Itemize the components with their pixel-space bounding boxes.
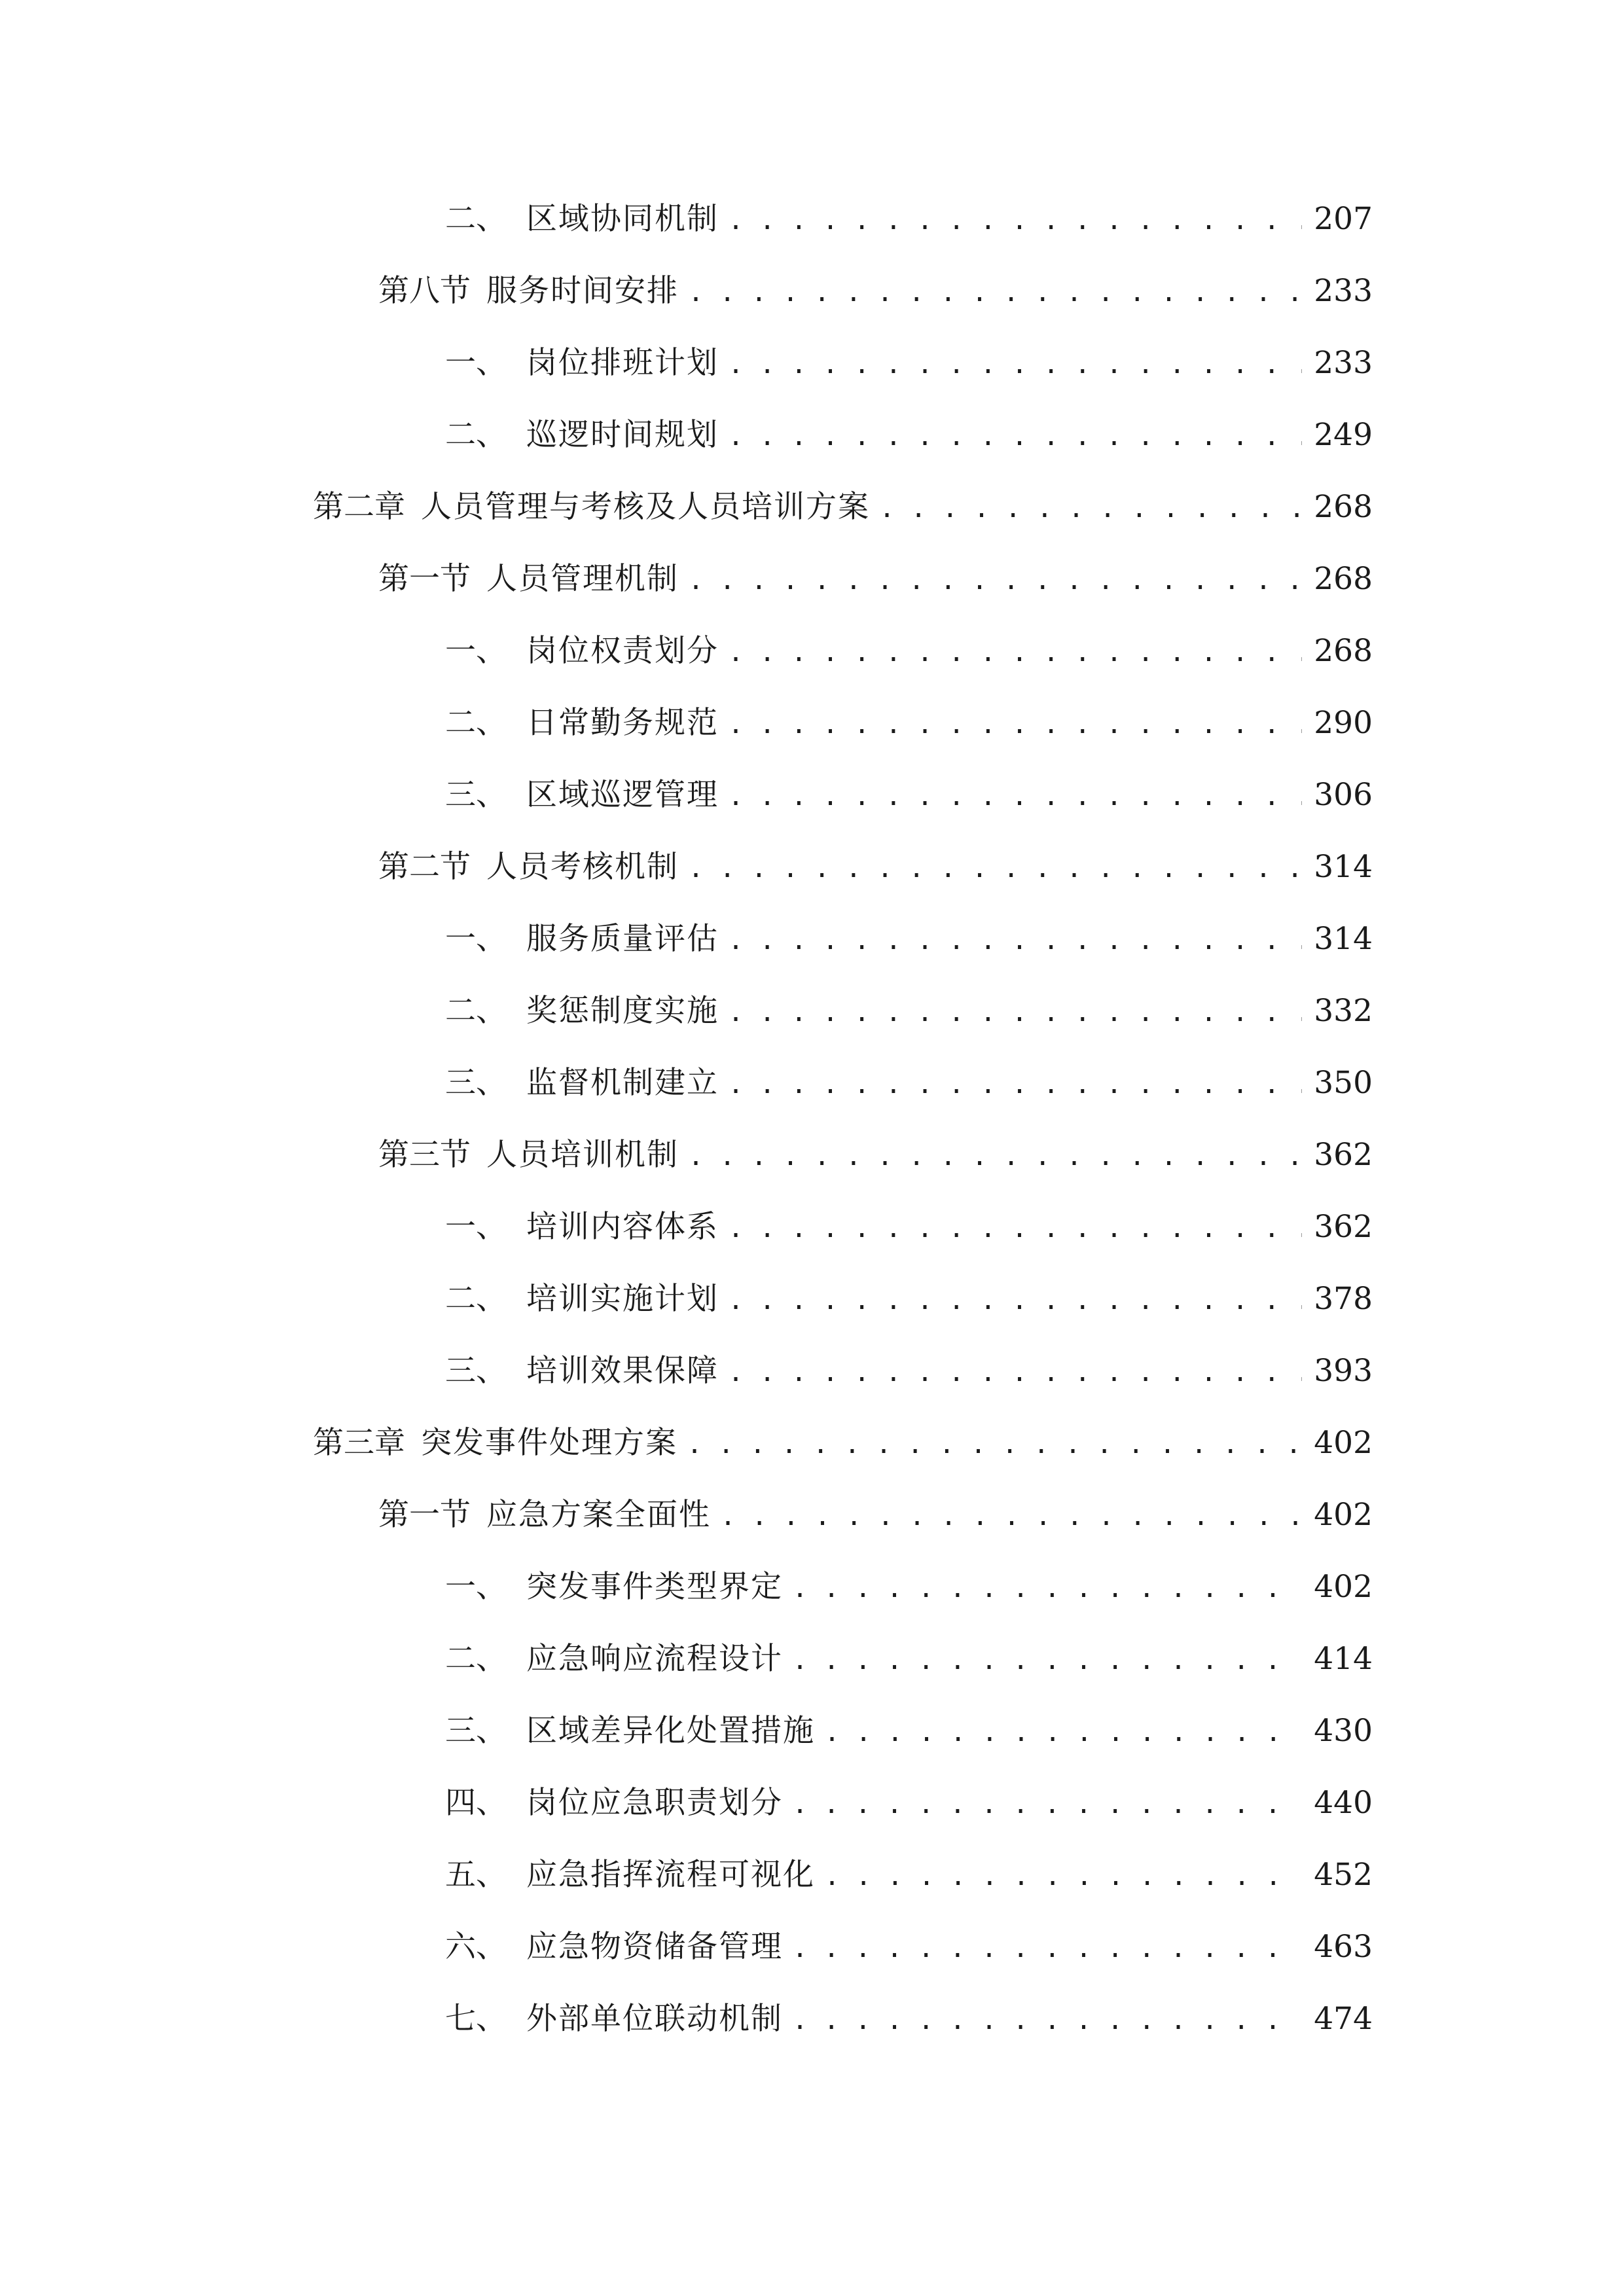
toc-entry-page: 332 [1314, 993, 1373, 1029]
dot-leader [728, 986, 1302, 1039]
toc-entry-number: 二、 [445, 1281, 507, 1317]
dot-leader [688, 266, 1302, 319]
toc-entry-page: 402 [1314, 1425, 1373, 1461]
toc-entry-page: 402 [1314, 1569, 1373, 1605]
toc-entry[interactable] [445, 1345, 1373, 1397]
dot-leader [728, 410, 1302, 463]
toc-entry-title: 人员管理与考核及人员培训方案 [421, 489, 870, 525]
toc-entry[interactable] [445, 985, 1373, 1037]
toc-entry-number: 三、 [445, 1065, 507, 1101]
toc-entry-page: 402 [1314, 1497, 1373, 1533]
toc-entry[interactable] [445, 625, 1373, 677]
toc-entry-number: 第一节 [378, 561, 471, 597]
dot-leader [720, 1490, 1302, 1543]
toc-entry-title: 巡逻时间规划 [526, 417, 719, 453]
dot-leader [728, 1058, 1302, 1111]
toc-entry-title: 培训效果保障 [526, 1353, 719, 1389]
toc-entry-number: 第三节 [378, 1137, 471, 1173]
toc-entry[interactable] [445, 1993, 1373, 2045]
dot-leader [728, 698, 1302, 751]
dot-leader [728, 626, 1302, 679]
dot-leader [728, 770, 1302, 823]
toc-entry-page: 249 [1314, 417, 1373, 453]
toc-entry-page: 440 [1314, 1785, 1373, 1821]
toc-entry-page: 290 [1314, 705, 1373, 741]
toc-entry-number: 三、 [445, 777, 507, 813]
toc-entry-number: 一、 [445, 1569, 507, 1605]
dot-leader [728, 1274, 1302, 1327]
toc-entry-number: 第一节 [378, 1497, 471, 1533]
toc-entry-number: 五、 [445, 1857, 507, 1893]
dot-leader [728, 1346, 1302, 1399]
dot-leader [824, 1850, 1302, 1903]
toc-entry[interactable] [445, 1633, 1373, 1685]
toc-entry[interactable] [378, 841, 1373, 893]
toc-entry-title: 区域差异化处置措施 [526, 1713, 815, 1749]
toc-entry[interactable] [445, 1201, 1373, 1253]
dot-leader [792, 1634, 1302, 1687]
toc-entry-title: 应急指挥流程可视化 [526, 1857, 815, 1893]
toc-entry-number: 四、 [445, 1785, 507, 1821]
toc-entry-page: 314 [1314, 849, 1373, 885]
toc-entry-number: 二、 [445, 993, 507, 1029]
toc-entry[interactable] [445, 337, 1373, 389]
toc-entry-title: 突发事件处理方案 [421, 1425, 677, 1461]
dot-leader [792, 1562, 1302, 1615]
toc-entry-page: 207 [1314, 201, 1373, 237]
dot-leader [688, 1130, 1302, 1183]
toc-entry[interactable] [313, 481, 1373, 533]
toc-entry-number: 三、 [445, 1713, 507, 1749]
toc-entry[interactable] [445, 1921, 1373, 1973]
toc-entry-title: 奖惩制度实施 [526, 993, 719, 1029]
toc-entry-page: 268 [1314, 489, 1373, 525]
toc-entry[interactable] [378, 265, 1373, 317]
dot-leader [728, 338, 1302, 391]
toc-entry-title: 应急响应流程设计 [526, 1641, 783, 1677]
toc-entry-title: 人员管理机制 [486, 561, 679, 597]
toc-entry-page: 268 [1314, 561, 1373, 597]
dot-leader [792, 1994, 1302, 2047]
toc-entry-page: 430 [1314, 1713, 1373, 1749]
toc-entry[interactable] [445, 193, 1373, 245]
toc-entry-number: 二、 [445, 201, 507, 237]
toc-entry-number: 一、 [445, 1209, 507, 1245]
toc-entry-number: 六、 [445, 1929, 507, 1965]
dot-leader [792, 1922, 1302, 1975]
toc-entry-title: 服务质量评估 [526, 921, 719, 957]
toc-entry-page: 452 [1314, 1857, 1373, 1893]
toc-entry[interactable] [445, 1777, 1373, 1829]
toc-entry-title: 应急方案全面性 [486, 1497, 711, 1533]
toc-entry[interactable] [445, 409, 1373, 461]
toc-entry[interactable] [445, 1705, 1373, 1757]
toc-entry-number: 一、 [445, 921, 507, 957]
toc-entry-number: 三、 [445, 1353, 507, 1389]
dot-leader [688, 554, 1302, 607]
toc-entry[interactable] [378, 1489, 1373, 1541]
dot-leader [728, 1202, 1302, 1255]
toc-entry[interactable] [445, 913, 1373, 965]
toc-entry-number: 第二章 [313, 489, 405, 525]
toc-entry-page: 393 [1314, 1353, 1373, 1389]
dot-leader [879, 482, 1302, 535]
toc-entry[interactable] [445, 1561, 1373, 1613]
toc-entry[interactable] [445, 769, 1373, 821]
dot-leader [728, 194, 1302, 247]
toc-entry-number: 一、 [445, 345, 507, 381]
toc-entry-title: 人员培训机制 [486, 1137, 679, 1173]
toc-entry-title: 培训内容体系 [526, 1209, 719, 1245]
toc-entry[interactable] [378, 1129, 1373, 1181]
toc-entry-title: 应急物资储备管理 [526, 1929, 783, 1965]
dot-leader [688, 842, 1302, 895]
toc-entry-title: 外部单位联动机制 [526, 2001, 783, 2037]
toc-entry-page: 233 [1314, 273, 1373, 309]
toc-entry-page: 463 [1314, 1929, 1373, 1965]
toc-entry-number: 第二节 [378, 849, 471, 885]
toc-entry-page: 268 [1314, 633, 1373, 669]
toc-entry-number: 二、 [445, 417, 507, 453]
toc-entry-title: 岗位排班计划 [526, 345, 719, 381]
toc-entry-page: 362 [1314, 1209, 1373, 1245]
toc-entry-title: 监督机制建立 [526, 1065, 719, 1101]
dot-leader [824, 1706, 1302, 1759]
dot-leader [792, 1778, 1302, 1831]
toc-entry-page: 474 [1314, 2001, 1373, 2037]
toc-entry-page: 233 [1314, 345, 1373, 381]
dot-leader [687, 1418, 1302, 1471]
toc-entry[interactable] [445, 1273, 1373, 1325]
toc-entry-number: 第八节 [378, 273, 471, 309]
toc-entry-number: 七、 [445, 2001, 507, 2037]
toc-entry-number: 二、 [445, 705, 507, 741]
toc-entry-title: 岗位权责划分 [526, 633, 719, 669]
toc-entry-page: 362 [1314, 1137, 1373, 1173]
toc-entry-number: 一、 [445, 633, 507, 669]
toc-entry-number: 第三章 [313, 1425, 405, 1461]
dot-leader [728, 914, 1302, 967]
toc-entry-title: 区域协同机制 [526, 201, 719, 237]
toc-entry-title: 人员考核机制 [486, 849, 679, 885]
toc-entry[interactable] [445, 1057, 1373, 1109]
toc-entry[interactable] [445, 697, 1373, 749]
toc-entry-title: 突发事件类型界定 [526, 1569, 783, 1605]
toc-entry-title: 岗位应急职责划分 [526, 1785, 783, 1821]
toc-entry[interactable] [445, 1849, 1373, 1901]
toc-entry[interactable] [313, 1417, 1373, 1469]
toc-entry-page: 306 [1314, 777, 1373, 813]
toc-entry-title: 服务时间安排 [486, 273, 679, 309]
toc-entry-page: 378 [1314, 1281, 1373, 1317]
toc-entry-page: 350 [1314, 1065, 1373, 1101]
toc-entry-title: 区域巡逻管理 [526, 777, 719, 813]
toc-entry-title: 培训实施计划 [526, 1281, 719, 1317]
toc-entry[interactable] [378, 553, 1373, 605]
toc-entry-page: 314 [1314, 921, 1373, 957]
toc-entry-title: 日常勤务规范 [526, 705, 719, 741]
toc-entry-page: 414 [1314, 1641, 1373, 1677]
toc-entry-number: 二、 [445, 1641, 507, 1677]
